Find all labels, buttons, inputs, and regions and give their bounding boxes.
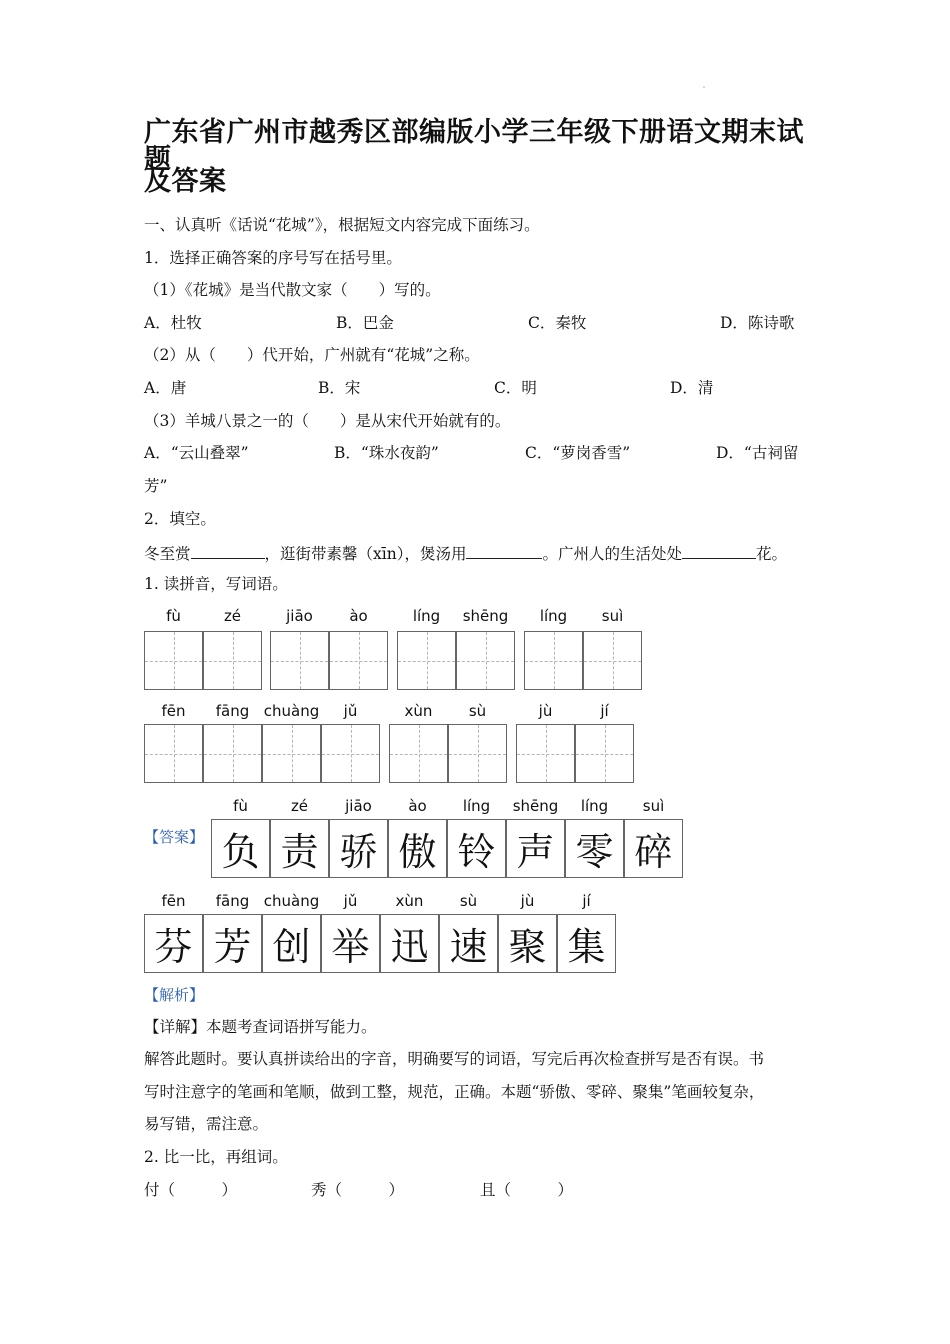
answer-cell: [439, 914, 498, 973]
answer-cell: [557, 914, 616, 973]
writing-cell[interactable]: [389, 724, 448, 783]
word-grid-1: [144, 609, 262, 691]
pinyin-label: suì: [642, 797, 665, 815]
answer-cell: [388, 819, 447, 878]
answer-cell: [203, 914, 262, 973]
pinyin-label: ào: [408, 797, 427, 815]
answer-char: 聚: [508, 925, 547, 969]
pinyin-label: fāng: [215, 702, 250, 720]
answer-char: 骄: [339, 830, 378, 874]
answer-char: 声: [516, 830, 555, 874]
answer-char: 创: [272, 925, 311, 969]
answer-grid-1: [211, 799, 685, 879]
answer-cell: [329, 819, 388, 878]
word-grid-8: [516, 704, 634, 786]
pinyin-label: zé: [223, 607, 242, 625]
option-c: C．明: [494, 379, 537, 397]
option-b: B．巴金: [336, 314, 394, 332]
pinyin-label: sù: [459, 892, 478, 910]
answer-cell: [211, 819, 270, 878]
answer-cell: [380, 914, 439, 973]
fill-text-1: 冬至赏: [144, 545, 191, 563]
question-2: 2．填空。: [144, 510, 216, 528]
option-a: A．“云山叠翠”: [144, 444, 249, 462]
answer-char: 责: [280, 830, 319, 874]
compare-item-3: 且（ ）: [480, 1181, 574, 1199]
writing-cell[interactable]: [203, 724, 262, 783]
writing-cell[interactable]: [144, 724, 203, 783]
answer-label: 【答案】: [144, 828, 205, 846]
section3-heading: 2. 比一比，再组词。: [144, 1148, 288, 1166]
section1-heading: 一、认真听《话说“花城”》，根据短文内容完成下面练习。: [144, 216, 540, 234]
option-a: A．唐: [144, 379, 187, 397]
fill-text-4: 花。: [755, 545, 787, 563]
writing-cell[interactable]: [397, 631, 456, 690]
pinyin-label: zé: [290, 797, 309, 815]
analysis-label: 【解析】: [144, 986, 205, 1004]
answer-cell: [321, 914, 380, 973]
compare-item-1: 付（ ）: [144, 1181, 238, 1199]
writing-cell[interactable]: [448, 724, 507, 783]
pinyin-label: jiāo: [345, 797, 372, 815]
word-grid-7: [389, 704, 507, 786]
pinyin-label: jù: [538, 702, 553, 720]
option-d: D．陈诗歌: [720, 314, 795, 332]
pinyin-label: chuàng: [263, 892, 320, 910]
pinyin-label: ào: [349, 607, 368, 625]
pinyin-label: suì: [601, 607, 624, 625]
document-title-line2: 及答案: [144, 166, 227, 197]
answer-cell: [447, 819, 506, 878]
pinyin-label: líng: [462, 797, 491, 815]
option-d-wrap: 芳”: [144, 477, 168, 495]
pinyin-label: jù: [520, 892, 535, 910]
option-b: B．“珠水夜韵”: [334, 444, 439, 462]
word-grid-2: [270, 609, 388, 691]
word-grid-4: [524, 609, 642, 691]
fill-blank-1[interactable]: [191, 544, 265, 559]
section2-heading: 1. 读拼音，写词语。: [144, 575, 288, 593]
pinyin-label: fēn: [161, 702, 186, 720]
writing-cell[interactable]: [144, 631, 203, 690]
pinyin-label: shēng: [462, 607, 509, 625]
explanation-line-2: 写时注意字的笔画和笔顺，做到工整，规范，正确。本题“骄傲、零碎、聚集”笔画较复杂，: [144, 1083, 765, 1101]
writing-cell[interactable]: [516, 724, 575, 783]
document-title-line1: 广东省广州市越秀区部编版小学三年级下册语文期末试题: [144, 117, 804, 175]
writing-cell[interactable]: [321, 724, 380, 783]
pinyin-label: fēn: [161, 892, 186, 910]
answer-char: 零: [575, 830, 614, 874]
pinyin-label: chuàng: [263, 702, 320, 720]
pinyin-label: fù: [233, 797, 248, 815]
pinyin-label: jiāo: [286, 607, 313, 625]
compare-item-2: 秀（ ）: [311, 1181, 405, 1199]
pinyin-label: xùn: [404, 702, 433, 720]
word-grid-3: [397, 609, 515, 691]
writing-cell[interactable]: [329, 631, 388, 690]
answer-char: 碎: [634, 830, 673, 874]
writing-cell[interactable]: [203, 631, 262, 690]
writing-cell[interactable]: [583, 631, 642, 690]
fill-blank-3[interactable]: [682, 544, 756, 559]
pinyin-label: xùn: [395, 892, 424, 910]
pinyin-label: líng: [580, 797, 609, 815]
writing-cell[interactable]: [575, 724, 634, 783]
option-c: C．秦牧: [528, 314, 587, 332]
answer-char: 负: [221, 830, 260, 874]
pinyin-label: líng: [539, 607, 568, 625]
writing-cell[interactable]: [456, 631, 515, 690]
answer-char: 芬: [154, 925, 193, 969]
pinyin-label: jí: [600, 702, 609, 720]
question-1: 1．选择正确答案的序号写在括号里。: [144, 249, 402, 267]
answer-char: 芳: [213, 925, 252, 969]
pinyin-label: jǔ: [343, 702, 358, 720]
answer-char: 速: [449, 925, 488, 969]
answer-grid-2: [144, 894, 618, 974]
word-grid-5: [144, 704, 262, 786]
option-b: B．宋: [318, 379, 361, 397]
pinyin-label: fù: [166, 607, 181, 625]
option-d: D．清: [670, 379, 714, 397]
pinyin-label: jǔ: [343, 892, 358, 910]
fill-text-2: ，逛街带素馨（xīn），煲汤用: [264, 545, 467, 563]
option-d: D．“古祠留: [716, 444, 799, 462]
answer-cell: [270, 819, 329, 878]
explanation-line-3: 易写错，需注意。: [144, 1115, 269, 1133]
writing-cell[interactable]: [270, 631, 329, 690]
pinyin-label: jí: [582, 892, 591, 910]
sub-question-1: （1）《花城》是当代散文家（ ）写的。: [144, 281, 441, 299]
answer-cell: [144, 914, 203, 973]
answer-char: 傲: [398, 830, 437, 874]
answer-cell: [624, 819, 683, 878]
pinyin-label: shēng: [512, 797, 559, 815]
sub-question-3: （3）羊城八景之一的（ ）是从宋代开始就有的。: [144, 412, 511, 430]
answer-char: 铃: [457, 830, 496, 874]
scan-dot: [703, 86, 705, 88]
option-c: C．“萝岗香雪”: [525, 444, 631, 462]
pinyin-label: líng: [412, 607, 441, 625]
answer-cell: [506, 819, 565, 878]
fill-text-3: 。广州人的生活处处: [542, 545, 682, 563]
detail-heading: 【详解】本题考查词语拼写能力。: [144, 1018, 377, 1036]
answer-cell: [498, 914, 557, 973]
answer-char: 迅: [390, 925, 429, 969]
answer-char: 举: [331, 925, 370, 969]
writing-cell[interactable]: [262, 724, 321, 783]
answer-cell: [565, 819, 624, 878]
writing-cell[interactable]: [524, 631, 583, 690]
word-grid-6: [262, 704, 380, 786]
explanation-line-1: 解答此题时。要认真拼读给出的字音，明确要写的词语，写完后再次检查拼写是否有误。书: [144, 1050, 765, 1068]
answer-char: 集: [567, 925, 606, 969]
fill-in-sentence: [144, 544, 787, 563]
pinyin-label: sù: [468, 702, 487, 720]
fill-blank-2[interactable]: [466, 544, 542, 559]
answer-cell: [262, 914, 321, 973]
pinyin-label: fāng: [215, 892, 250, 910]
sub-question-2: （2）从（ ）代开始，广州就有“花城”之称。: [144, 346, 480, 364]
option-a: A．杜牧: [144, 314, 202, 332]
